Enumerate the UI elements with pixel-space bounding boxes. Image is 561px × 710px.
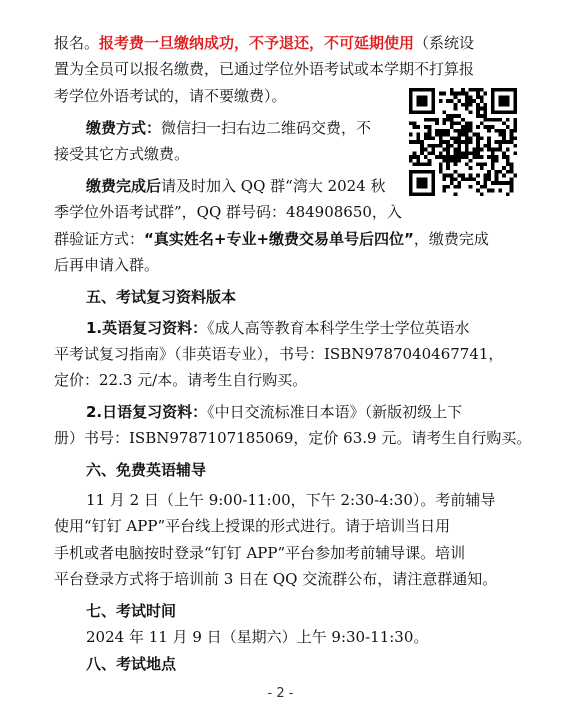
para-japanese-line1 bbox=[86, 402, 462, 422]
verification-format: “真实姓名+专业+缴费交易单号后四位” bbox=[144, 230, 414, 248]
text-segment: 《成人高等教育本科学生学士学位英语水 bbox=[207, 319, 470, 337]
section-heading-exam-location: 八、考试地点 bbox=[86, 655, 177, 673]
page-number: - 2 - bbox=[267, 686, 294, 701]
para-registration-line3: 考学位外语考试的，请不要缴费）。 bbox=[54, 87, 287, 105]
text-segment: 报名。 bbox=[54, 34, 100, 52]
para-after-line4: 后再申请入群。 bbox=[54, 256, 160, 274]
para-tutoring-line3: 手机或者电脑按时登录“钉钉 APP”平台参加考前辅导课。培训 bbox=[54, 544, 466, 562]
para-japanese-line2: 册）书号：ISBN9787107185069，定价 63.9 元。请考生自行购买。 bbox=[54, 429, 532, 447]
para-exam-time: 2024 年 11 月 9 日（星期六）上午 9:30-11:30。 bbox=[86, 628, 429, 646]
text-segment: ，缴费完成 bbox=[413, 230, 489, 248]
payment-qr-code bbox=[409, 88, 517, 196]
warning-text: 报考费一旦缴纳成功，不予退还，不可延期使用 bbox=[99, 34, 415, 52]
text-segment: 群验证方式： bbox=[54, 230, 145, 248]
text-segment: 请及时加入 QQ 群“湾大 2024 秋 bbox=[161, 177, 386, 195]
para-after-line1 bbox=[86, 176, 386, 196]
para-payment-line1 bbox=[86, 118, 371, 138]
para-tutoring-line4: 平台登录方式将于培训前 3 日在 QQ 交流群公布，请注意群通知。 bbox=[54, 570, 498, 588]
para-tutoring-line2: 使用“钉钉 APP”平台线上授课的形式进行。请于培训当日用 bbox=[54, 517, 451, 535]
section-heading-materials: 五、考试复习资料版本 bbox=[86, 288, 237, 306]
para-tutoring-line1: 11 月 2 日（上午 9:00-11:00，下午 2:30-4:30）。考前辅导 bbox=[86, 491, 496, 509]
text-segment: 《中日交流标准日本语》（新版初级上下 bbox=[207, 403, 463, 421]
english-materials-label: 1.英语复习资料： bbox=[86, 319, 208, 337]
japanese-materials-label: 2.日语复习资料： bbox=[86, 403, 208, 421]
para-english-line2: 平考试复习指南》（非英语专业），书号：ISBN9787040467741， bbox=[54, 345, 504, 363]
text-segment: 微信扫一扫右边二维码交费，不 bbox=[161, 119, 372, 137]
para-after-line2: 季学位外语考试群”，QQ 群号码：484908650，入 bbox=[54, 203, 402, 221]
para-english-line1 bbox=[86, 318, 470, 338]
text-segment: （系统设 bbox=[414, 34, 475, 52]
para-payment-line2: 接受其它方式缴费。 bbox=[54, 145, 190, 163]
para-after-line3 bbox=[54, 229, 489, 249]
para-registration-line1 bbox=[54, 33, 474, 53]
after-payment-label: 缴费完成后 bbox=[86, 177, 162, 195]
para-english-line3: 定价：22.3 元/本。请考生自行购买。 bbox=[54, 371, 308, 389]
para-registration-line2: 置为全员可以报名缴费，已通过学位外语考试或本学期不打算报 bbox=[54, 60, 475, 78]
section-heading-exam-time: 七、考试时间 bbox=[86, 602, 177, 620]
section-heading-tutoring: 六、免费英语辅导 bbox=[86, 461, 207, 479]
payment-label: 缴费方式： bbox=[86, 119, 162, 137]
